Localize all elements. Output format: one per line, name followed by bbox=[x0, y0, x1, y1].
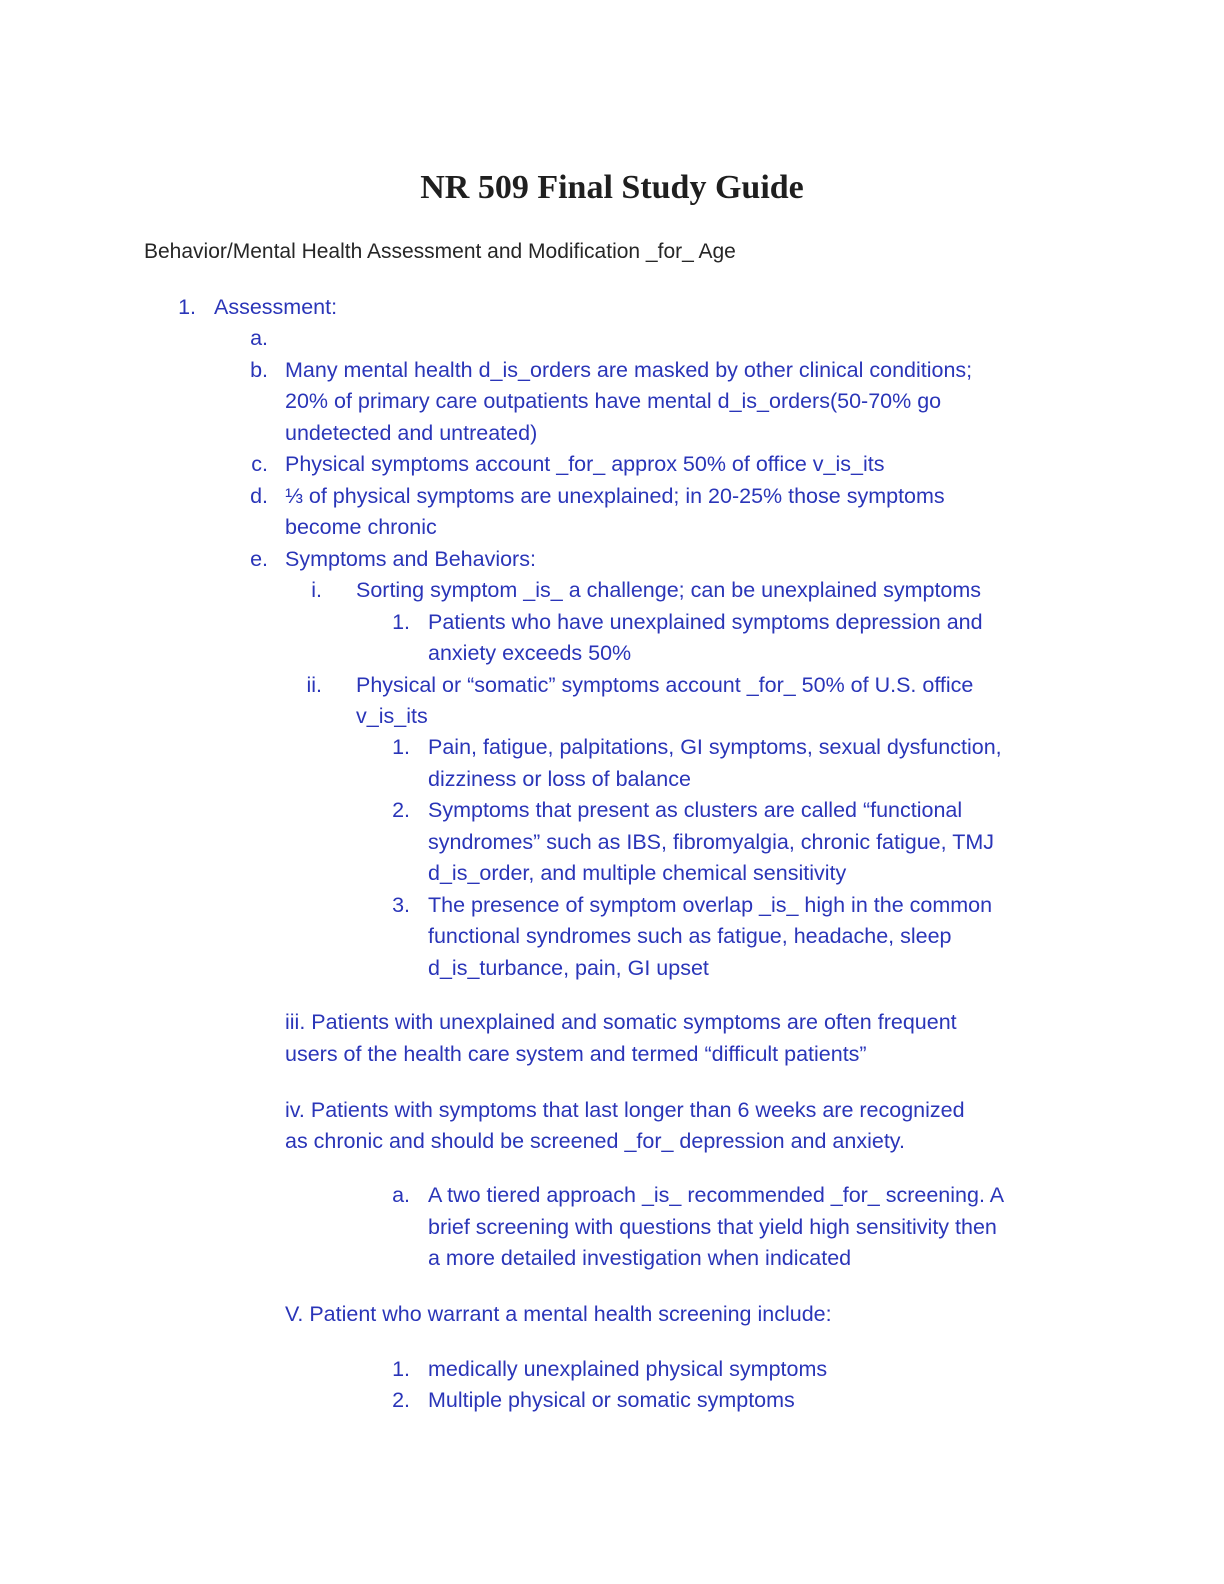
list-item-text: brief screening with questions that yield high sensitivity then bbox=[428, 1215, 997, 1239]
list-marker: d. bbox=[250, 484, 268, 508]
paragraph-iii: users of the health care system and termed “difficult patients” bbox=[285, 1042, 867, 1066]
list-marker: 2. bbox=[392, 798, 410, 822]
list-marker: i. bbox=[311, 578, 322, 602]
list-item-text: Symptoms that present as clusters are called “functional bbox=[428, 798, 963, 822]
list-marker: 1. bbox=[178, 295, 196, 319]
list-item-text: Sorting symptom _is_ a challenge; can be unexplained symptoms bbox=[356, 578, 982, 602]
paragraph-iv: iv. Patients with symptoms that last longer than 6 weeks are recognized bbox=[285, 1098, 965, 1122]
list-item-text: d_is_turbance, pain, GI upset bbox=[428, 956, 709, 980]
list-marker: a. bbox=[250, 326, 268, 350]
list-item-text: medically unexplained physical symptoms bbox=[428, 1357, 828, 1381]
list-marker: 1. bbox=[392, 1357, 410, 1381]
list-marker: 3. bbox=[392, 893, 410, 917]
list-marker: e. bbox=[250, 547, 268, 571]
list-marker: b. bbox=[250, 358, 268, 382]
list-item-text: Many mental health d_is_orders are masked by other clinical conditions; bbox=[285, 358, 973, 382]
list-marker: a. bbox=[392, 1183, 410, 1207]
list-item-text: syndromes” such as IBS, fibromyalgia, chronic fatigue, TMJ bbox=[428, 830, 994, 854]
list-item-text: a more detailed investigation when indicated bbox=[428, 1246, 852, 1270]
list-item-text: Patients who have unexplained symptoms depression and bbox=[428, 610, 983, 634]
list-item-text: functional syndromes such as fatigue, headache, sleep bbox=[428, 924, 952, 948]
list-marker: 1. bbox=[392, 610, 410, 634]
section-heading: Behavior/Mental Health Assessment and Modification _for_ Age bbox=[144, 240, 736, 263]
paragraph-iii: iii. Patients with unexplained and somatic symptoms are often frequent bbox=[285, 1010, 957, 1034]
paragraph-v: V. Patient who warrant a mental health screening include: bbox=[285, 1302, 832, 1326]
list-item-text: anxiety exceeds 50% bbox=[428, 641, 632, 665]
list-item-text: d_is_order, and multiple chemical sensitivity bbox=[428, 861, 847, 885]
list-item-text: A two tiered approach _is_ recommended _for_ screening. A bbox=[428, 1183, 1005, 1207]
list-item-text: Symptoms and Behaviors: bbox=[285, 547, 536, 571]
list-marker: 2. bbox=[392, 1388, 410, 1412]
paragraph-iv: as chronic and should be screened _for_ depression and anxiety. bbox=[285, 1129, 905, 1153]
list-item-text: Physical symptoms account _for_ approx 50% of office v_is_its bbox=[285, 452, 885, 476]
list-item-text: Pain, fatigue, palpitations, GI symptoms, sexual dysfunction, bbox=[428, 735, 1002, 759]
list-marker: 1. bbox=[392, 735, 410, 759]
list-item-text: become chronic bbox=[285, 515, 437, 539]
list-item-assessment: Assessment: bbox=[214, 295, 338, 319]
list-marker: ii. bbox=[306, 673, 322, 697]
list-item-text: v_is_its bbox=[356, 704, 428, 728]
list-item-text: 20% of primary care outpatients have mental d_is_orders(50-70% go bbox=[285, 389, 942, 413]
list-item-text: undetected and untreated) bbox=[285, 421, 538, 445]
list-item-text: Multiple physical or somatic symptoms bbox=[428, 1388, 795, 1412]
list-item-text: dizziness or loss of balance bbox=[428, 767, 691, 791]
document-title: NR 509 Final Study Guide bbox=[420, 169, 804, 206]
list-item-text: ⅓ of physical symptoms are unexplained; in 20-25% those symptoms bbox=[285, 484, 945, 508]
list-item-text: Physical or “somatic” symptoms account _for_ 50% of U.S. office bbox=[356, 673, 974, 697]
list-item-text: The presence of symptom overlap _is_ high in the common bbox=[428, 893, 993, 917]
list-marker: c. bbox=[251, 452, 268, 476]
